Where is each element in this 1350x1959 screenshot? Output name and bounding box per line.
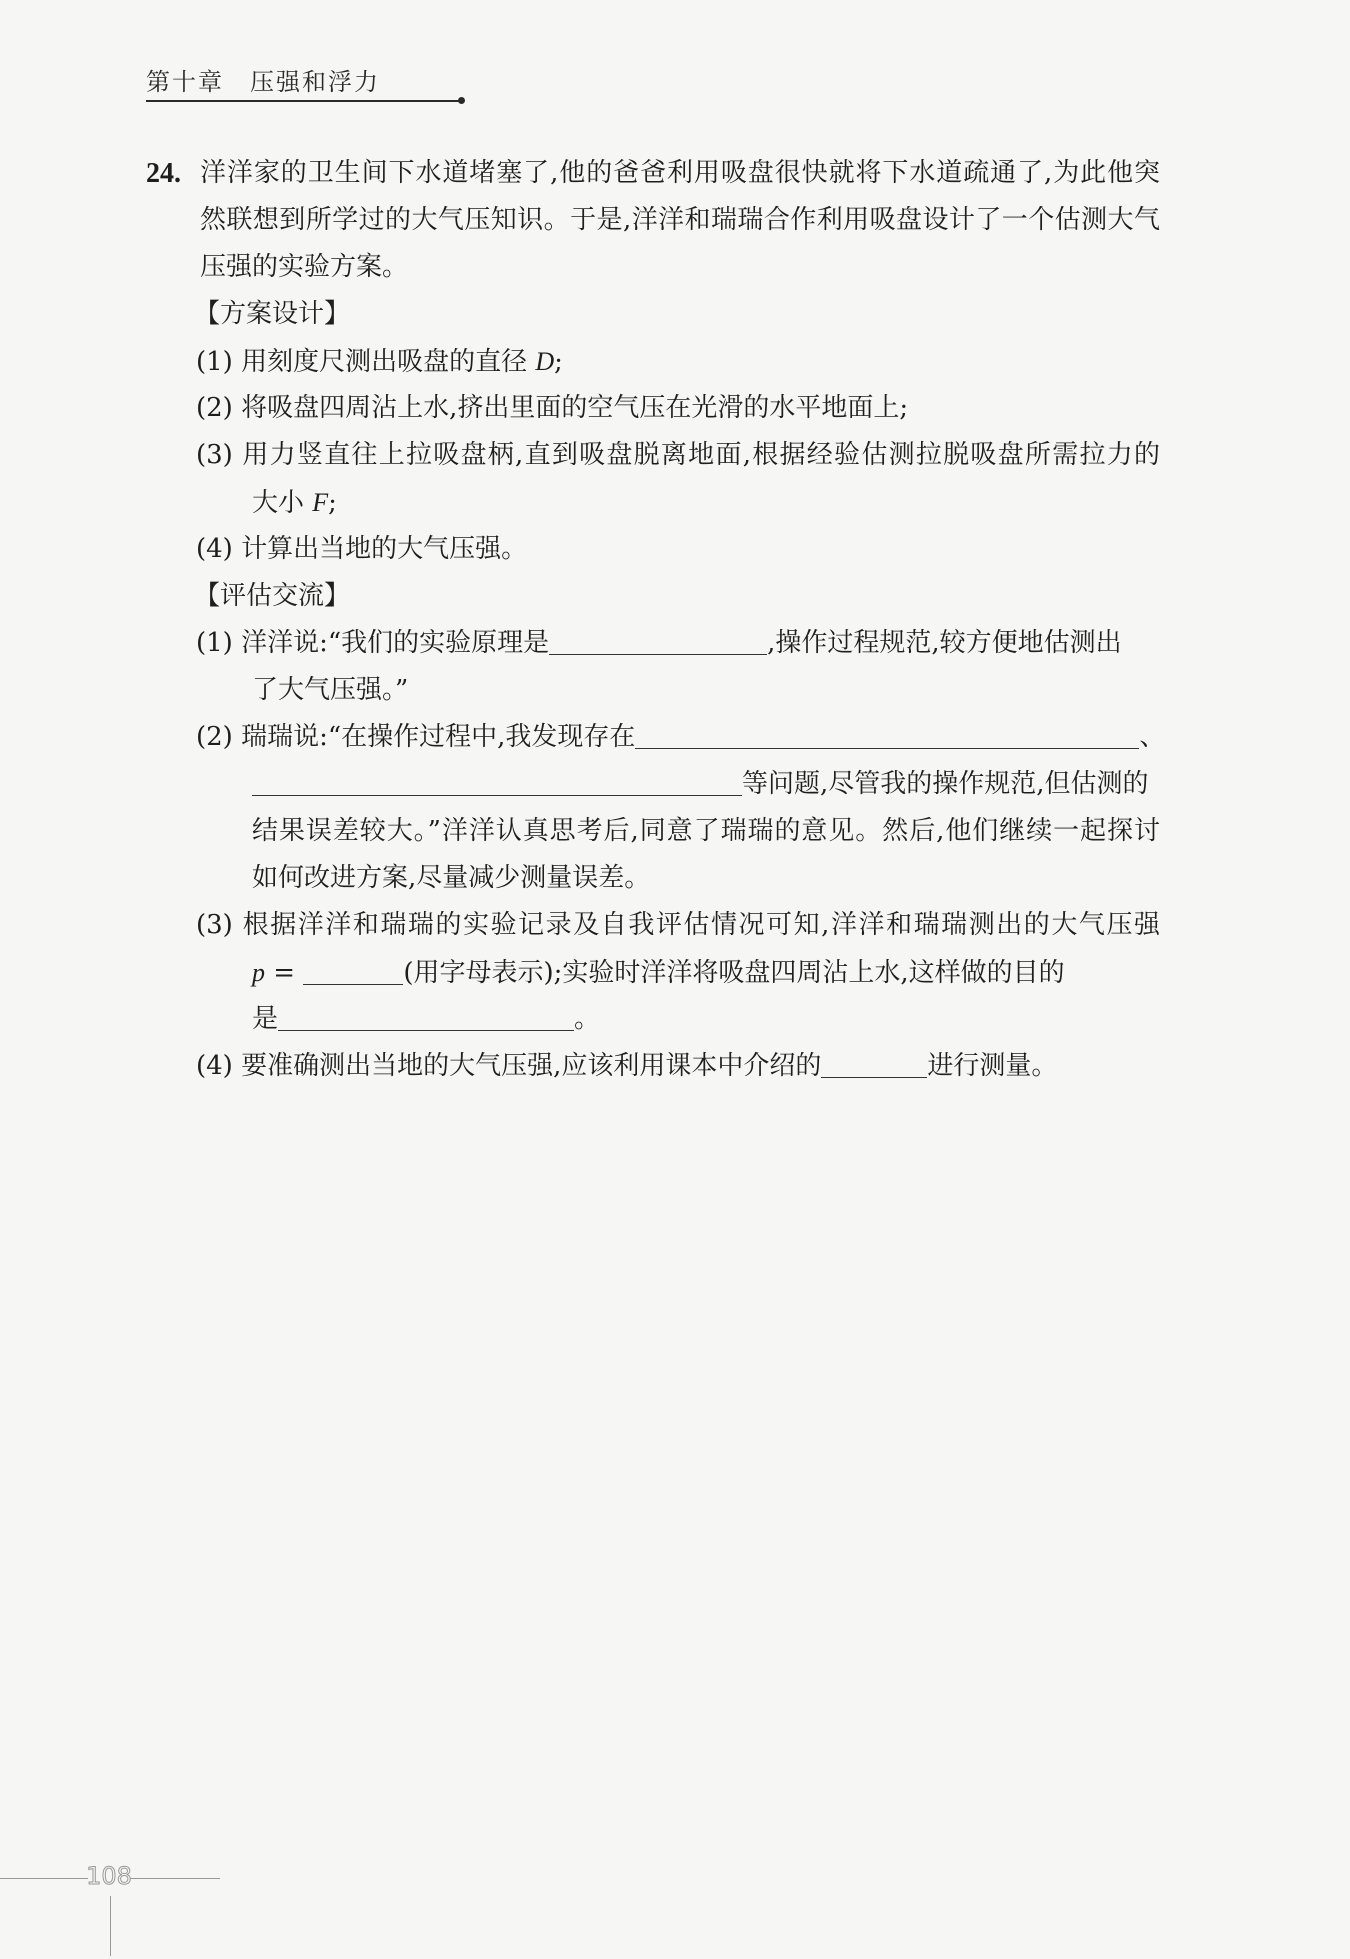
eval-item-3: (3) 根据洋洋和瑞瑞的实验记录及自我评估情况可知,洋洋和瑞瑞测出的大气压强	[196, 910, 1161, 940]
answer-blank-principle[interactable]	[549, 628, 767, 655]
chapter-header: 第十章 压强和浮力	[146, 68, 380, 96]
eval-item-3-cont-2: 是 。	[252, 1004, 601, 1034]
eval-item-3-cont-1: p = (用字母表示);实验时洋洋将吸盘四周沾上水,这样做的目的	[252, 958, 1065, 988]
eval-item-1: (1) 洋洋说:“我们的实验原理是 ,操作过程规范,较方便地估测出	[196, 628, 1122, 658]
page-number: 108	[86, 1862, 132, 1890]
page-number-rule-right	[128, 1878, 220, 1879]
question-number: 24.	[146, 158, 181, 189]
section-eval-title: 【评估交流】	[194, 581, 351, 611]
answer-blank-instrument[interactable]	[821, 1051, 927, 1078]
eval-item-2-cont-1: 等问题,尽管我的操作规范,但估测的	[252, 761, 1149, 808]
header-rule	[146, 100, 460, 102]
header-dot	[458, 97, 465, 104]
eval-item-2-cont-3: 如何改进方案,尽量减少测量误差。	[252, 863, 651, 893]
eval-item-2-cont-2: 结果误差较大。”洋洋认真思考后,同意了瑞瑞的意见。然后,他们继续一起探讨	[252, 816, 1160, 846]
design-step-3-cont: 大小 F;	[252, 488, 337, 518]
design-step-2: (2) 将吸盘四周沾上水,挤出里面的空气压在光滑的水平地面上;	[196, 393, 909, 423]
page-number-rule-vertical	[110, 1896, 111, 1956]
intro-line-3: 压强的实验方案。	[200, 252, 409, 282]
answer-blank-purpose[interactable]	[278, 1004, 574, 1031]
page-number-rule-left	[0, 1878, 88, 1879]
eval-item-1-cont: 了大气压强。”	[252, 675, 409, 705]
section-design-title: 【方案设计】	[194, 299, 351, 329]
design-step-3: (3) 用力竖直往上拉吸盘柄,直到吸盘脱离地面,根据经验估测拉脱吸盘所需拉力的	[196, 440, 1160, 470]
design-step-4: (4) 计算出当地的大气压强。	[196, 534, 528, 564]
eval-item-4: (4) 要准确测出当地的大气压强,应该利用课本中介绍的 进行测量。	[196, 1051, 1058, 1081]
answer-blank-formula[interactable]	[303, 958, 403, 985]
intro-line-2: 然联想到所学过的大气压知识。于是,洋洋和瑞瑞合作利用吸盘设计了一个估测大气	[200, 205, 1160, 235]
design-step-1: (1) 用刻度尺测出吸盘的直径 D;	[196, 347, 563, 377]
intro-line-1: 洋洋家的卫生间下水道堵塞了,他的爸爸利用吸盘很快就将下水道疏通了,为此他突	[200, 158, 1160, 188]
answer-blank-problem-1[interactable]	[635, 722, 1139, 749]
eval-item-2: (2) 瑞瑞说:“在操作过程中,我发现存在 、	[196, 722, 1166, 752]
answer-blank-problem-2[interactable]	[252, 769, 742, 796]
